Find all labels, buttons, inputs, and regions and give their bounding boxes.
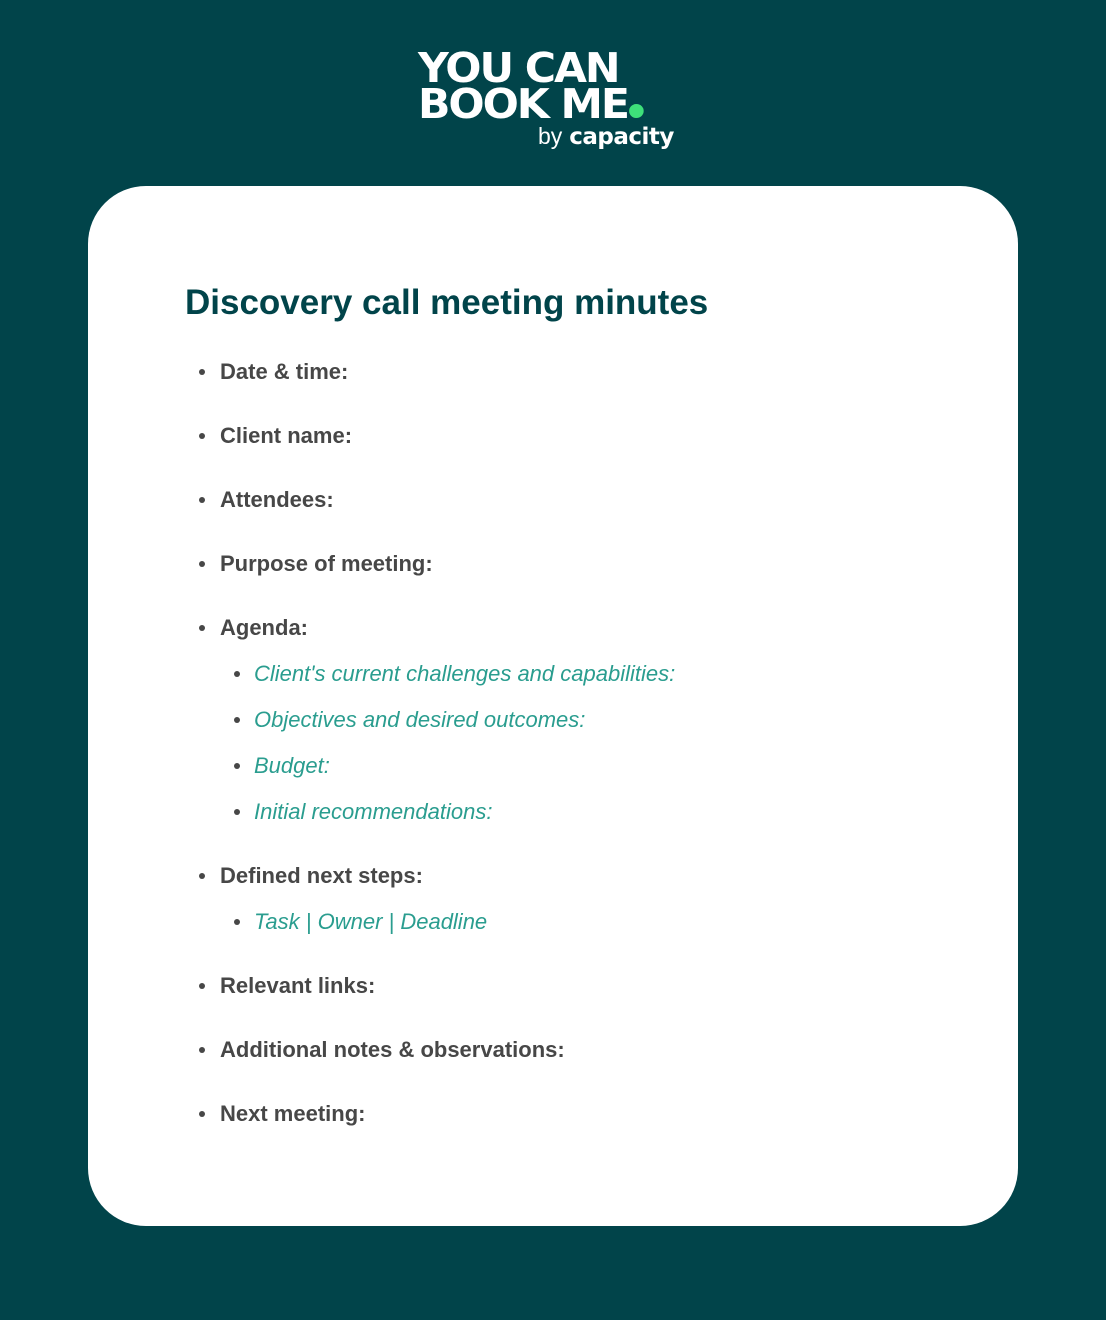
list-item-next-steps: Defined next steps: bbox=[220, 861, 423, 891]
list-item-purpose: Purpose of meeting: bbox=[220, 549, 433, 579]
agenda-subitem-objectives: Objectives and desired outcomes: bbox=[254, 705, 585, 735]
list-item-additional-notes: Additional notes & observations: bbox=[220, 1035, 565, 1065]
agenda-subitem-challenges: Client's current challenges and capabilities: bbox=[254, 659, 675, 689]
logo-tagline bbox=[538, 122, 674, 151]
list-item-agenda: Agenda: bbox=[220, 613, 308, 643]
logo-capacity-text: capacity bbox=[569, 124, 674, 150]
list-item-client-name: Client name: bbox=[220, 421, 352, 451]
list-item-relevant-links: Relevant links: bbox=[220, 971, 375, 1001]
logo-wordmark-line2 bbox=[418, 80, 709, 128]
next-steps-subitem-task: Task | Owner | Deadline bbox=[254, 907, 487, 937]
logo-by-text: by bbox=[538, 123, 563, 149]
list-item-date-time: Date & time: bbox=[220, 357, 348, 387]
logo-wordmark-line2-text: BOOK ME bbox=[418, 80, 628, 128]
agenda-subitem-recommendations: Initial recommendations: bbox=[254, 797, 492, 827]
agenda-subitem-budget: Budget: bbox=[254, 751, 330, 781]
list-item-attendees: Attendees: bbox=[220, 485, 334, 515]
logo-dot-icon bbox=[629, 104, 644, 118]
list-item-next-meeting: Next meeting: bbox=[220, 1099, 365, 1129]
document-card bbox=[88, 186, 1018, 1226]
logo-wordmark-line1: YOU CAN bbox=[418, 44, 619, 92]
page-title: Discovery call meeting minutes bbox=[185, 283, 709, 322]
youcanbookme-logo bbox=[418, 44, 698, 154]
